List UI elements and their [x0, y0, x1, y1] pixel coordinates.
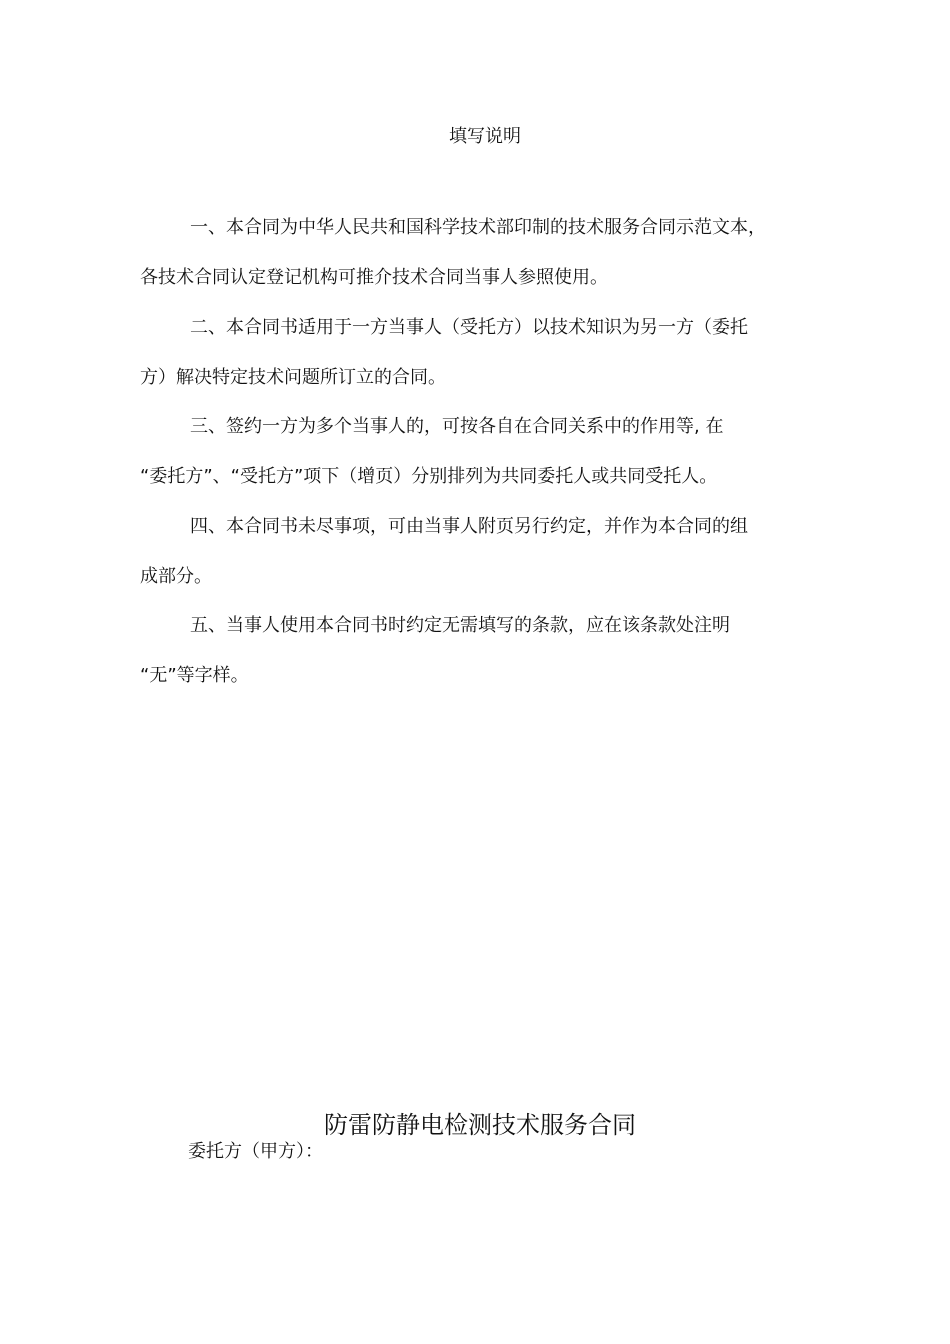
instruction-item-1-line-1: 一、本合同为中华人民共和国科学技术部印制的技术服务合同示范文本，: [190, 217, 766, 238]
instruction-item-3-line-1: 三、签约一方为多个当事人的，可按各自在合同关系中的作用等, 在: [190, 416, 724, 437]
instructions-title: 填写说明: [449, 126, 521, 147]
instruction-item-2-line-1: 二、本合同书适用于一方当事人（受托方）以技术知识为另一方（委托: [190, 317, 748, 338]
instruction-item-2-line-2: 方）解决特定技术问题所订立的合同。: [140, 367, 446, 388]
contract-title: 防雷防静电检测技术服务合同: [324, 1111, 636, 1139]
instruction-item-5-line-2: “无”等字样。: [140, 665, 249, 686]
instruction-item-1-line-2: 各技术合同认定登记机构可推介技术合同当事人参照使用。: [140, 267, 608, 288]
instruction-item-3-line-2: “委托方”、“受托方”项下（增页）分别排列为共同委托人或共同受托人。: [140, 466, 718, 487]
instruction-item-5-line-1: 五、当事人使用本合同书时约定无需填写的条款，应在该条款处注明: [190, 615, 730, 636]
client-party-label: 委托方（甲方）：: [188, 1141, 323, 1162]
instruction-item-4-line-2: 成部分。: [140, 566, 212, 587]
instruction-item-4-line-1: 四、本合同书未尽事项，可由当事人附页另行约定，并作为本合同的组: [190, 516, 748, 537]
